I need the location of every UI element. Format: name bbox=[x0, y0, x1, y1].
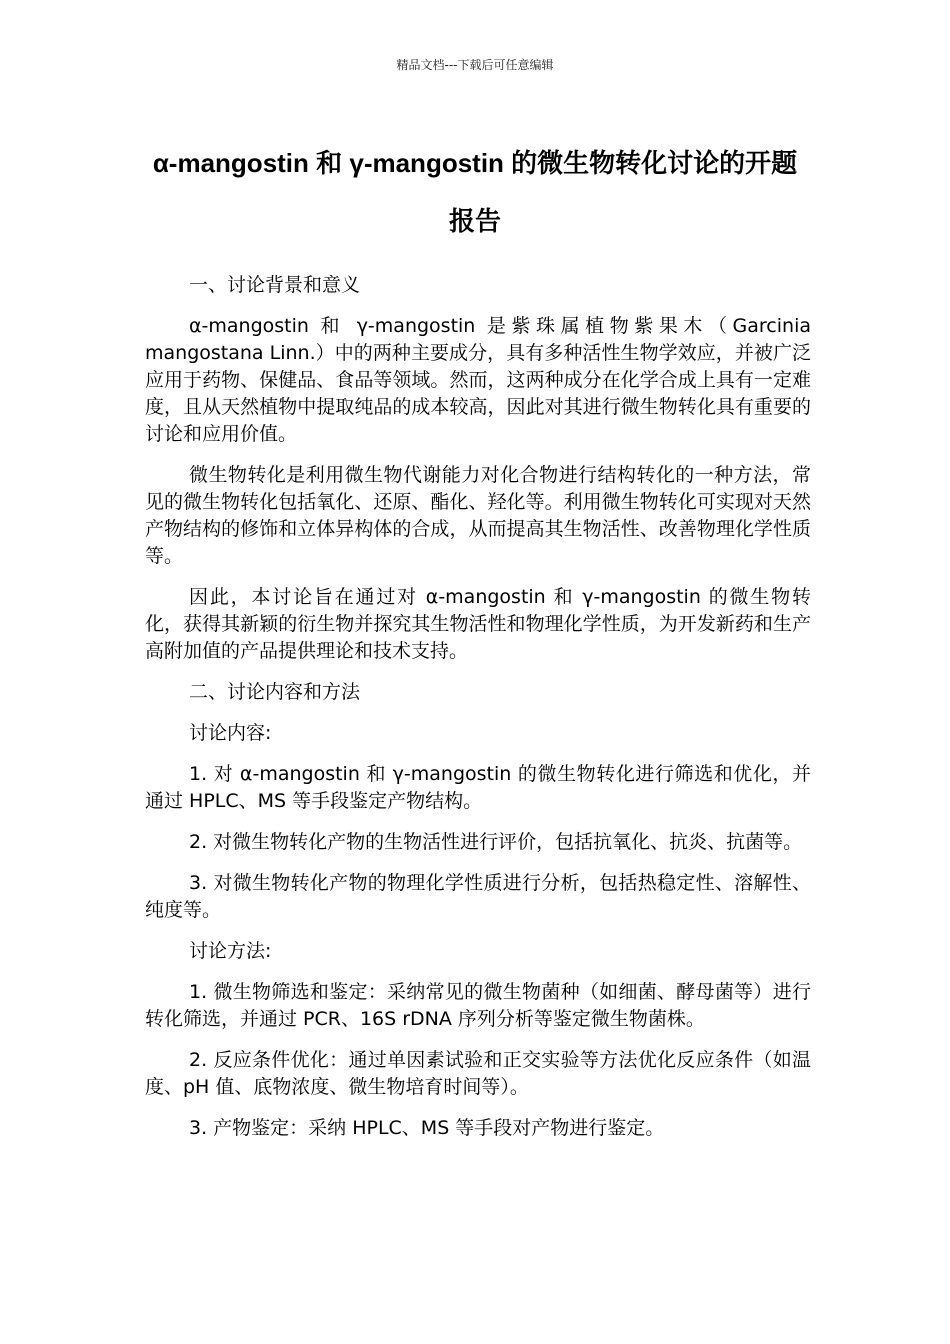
method-label: 讨论方法: bbox=[189, 940, 272, 962]
content-label: 讨论内容: bbox=[189, 722, 272, 744]
method-item-1: 1. 微生物筛选和鉴定：采纳常见的微生物菌种（如细菌、酵母菌等）进行转化筛选，并通过 PCR、16S rDNA 序列分析等鉴定微生物菌株。 bbox=[145, 981, 811, 1030]
section-heading-content-methods: 二、讨论内容和方法 bbox=[189, 681, 361, 703]
background-paragraph-3: 因此，本讨论旨在通过对 α-mangostin 和 γ-mangostin 的微生物转化，获得其新颖的衍生物并探究其生物活性和物理化学性质，为开发新药和生产高附加值的产品提供理论和技术支持。 bbox=[145, 586, 811, 662]
background-paragraph-2: 微生物转化是利用微生物代谢能力对化合物进行结构转化的一种方法，常见的微生物转化包括氧化、还原、酯化、羟化等。利用微生物转化可实现对天然产物结构的修饰和立体异构体的合成，从而提高其生物活性、改善物理化学性质等。 bbox=[145, 464, 811, 567]
method-item-2: 2. 反应条件优化：通过单因素试验和正交实验等方法优化反应条件（如温度、pH 值、底物浓度、微生物培育时间等）。 bbox=[145, 1049, 811, 1098]
background-paragraph-1: α-mangostin 和 γ-mangostin 是紫珠属植物紫果木（Garcinia mangostana Linn.）中的两种主要成分，具有多种活性生物学效应，并被广泛应用于药物、保健品、食品等领域。然而，这两种成分在化学合成上具有一定难度，且从天然植物中提取纯品的成本较高，因此对其进行微生物转化具有重要的讨论和应用价值。 bbox=[145, 315, 811, 445]
content-item-1: 1. 对 α-mangostin 和 γ-mangostin 的微生物转化进行筛选和优化，并通过 HPLC、MS 等手段鉴定产物结构。 bbox=[145, 763, 811, 812]
page-header: 精品文档---下载后可任意编辑 bbox=[396, 58, 554, 72]
document-title: α-mangostin 和 γ-mangostin 的微生物转化讨论的开题报告 bbox=[152, 148, 798, 236]
document-body bbox=[145, 272, 811, 1156]
method-item-3: 3. 产物鉴定：采纳 HPLC、MS 等手段对产物进行鉴定。 bbox=[189, 1117, 665, 1139]
content-item-3: 3. 对微生物转化产物的物理化学性质进行分析，包括热稳定性、溶解性、纯度等。 bbox=[145, 872, 811, 921]
section-heading-background: 一、讨论背景和意义 bbox=[189, 274, 361, 296]
content-item-2: 2. 对微生物转化产物的生物活性进行评价，包括抗氧化、抗炎、抗菌等。 bbox=[189, 831, 803, 853]
